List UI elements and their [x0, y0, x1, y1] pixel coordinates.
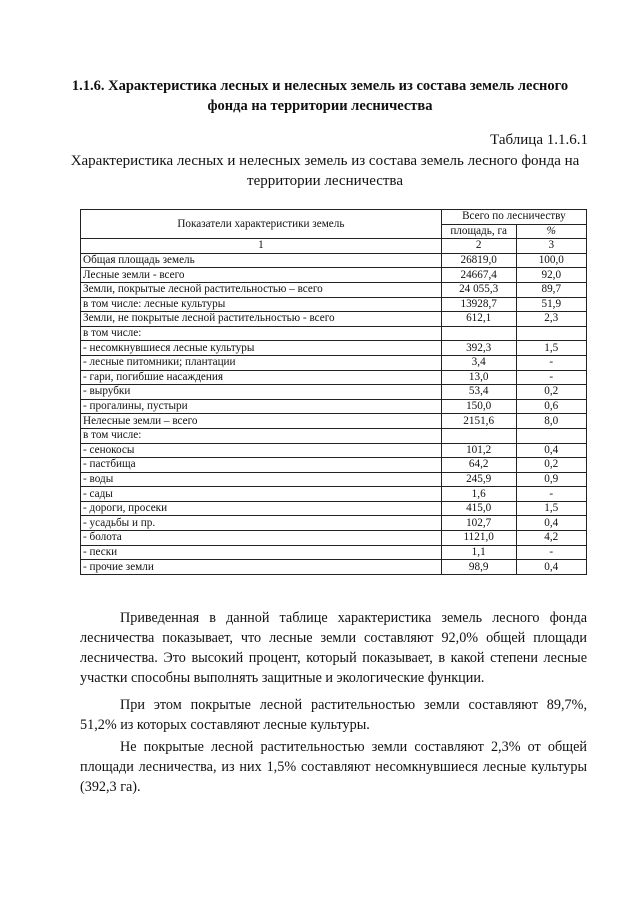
cell-area: 415,0 — [441, 501, 516, 516]
table-caption: Характеристика лесных и нелесных земель из состава земель лесного фонда на территории лесничества — [70, 153, 580, 189]
cell-percent: 0,6 — [516, 399, 586, 414]
cell-indicator: - сады — [81, 487, 442, 502]
cell-percent — [516, 428, 586, 443]
cell-percent: 100,0 — [516, 253, 586, 268]
table-body — [81, 253, 587, 574]
table-row — [81, 282, 587, 297]
section-heading: 1.1.6. Характеристика лесных и нелесных земель из состава земель лесного фонда на территории лесничества — [71, 78, 569, 114]
table-header-row — [81, 210, 587, 225]
cell-area: 98,9 — [441, 560, 516, 575]
cell-percent: 0,2 — [516, 458, 586, 473]
cell-percent: - — [516, 370, 586, 385]
cell-area: 245,9 — [441, 472, 516, 487]
table-row — [81, 501, 587, 516]
cell-indicator: Лесные земли - всего — [81, 268, 442, 283]
cell-area: 64,2 — [441, 458, 516, 473]
table-row — [81, 253, 587, 268]
cell-percent: 89,7 — [516, 282, 586, 297]
cell-percent: 0,4 — [516, 516, 586, 531]
paragraph-2: При этом покрытые лесной растительностью земли составляют 89,7%, 51,2% из которых составляют лесные культуры. — [80, 697, 587, 733]
cell-percent: 2,3 — [516, 312, 586, 327]
cell-area: 392,3 — [441, 341, 516, 356]
table-row — [81, 414, 587, 429]
cell-area: 101,2 — [441, 443, 516, 458]
cell-percent: 1,5 — [516, 501, 586, 516]
cell-indicator: - вырубки — [81, 385, 442, 400]
cell-indicator: в том числе: лесные культуры — [81, 297, 442, 312]
table-row — [81, 516, 587, 531]
cell-percent: 1,5 — [516, 341, 586, 356]
column-number-row — [81, 239, 587, 254]
cell-indicator: - лесные питомники; плантации — [81, 355, 442, 370]
table-row — [81, 531, 587, 546]
cell-indicator: - дороги, просеки — [81, 501, 442, 516]
cell-percent: - — [516, 545, 586, 560]
cell-percent: 0,2 — [516, 385, 586, 400]
cell-percent: 8,0 — [516, 414, 586, 429]
table-row — [81, 370, 587, 385]
table-row — [81, 443, 587, 458]
table-row — [81, 472, 587, 487]
cell-indicator: в том числе: — [81, 428, 442, 443]
table-row — [81, 560, 587, 575]
table-row — [81, 487, 587, 502]
cell-indicator: Земли, не покрытые лесной растительностью - всего — [81, 312, 442, 327]
column-number-3: 3 — [516, 239, 586, 254]
cell-indicator: - болота — [81, 531, 442, 546]
table-number: Таблица 1.1.6.1 — [490, 132, 588, 148]
table-row — [81, 326, 587, 341]
cell-indicator: - усадьбы и пр. — [81, 516, 442, 531]
cell-indicator: - пастбища — [81, 458, 442, 473]
cell-area: 2151,6 — [441, 414, 516, 429]
header-area: площадь, га — [441, 224, 516, 239]
table-row — [81, 385, 587, 400]
cell-indicator: - прогалины, пустыри — [81, 399, 442, 414]
cell-area — [441, 326, 516, 341]
table-row — [81, 428, 587, 443]
cell-percent: 0,9 — [516, 472, 586, 487]
cell-area: 102,7 — [441, 516, 516, 531]
land-characteristics-table — [80, 209, 587, 575]
header-indicators: Показатели характеристики земель — [81, 210, 442, 239]
cell-percent: - — [516, 355, 586, 370]
cell-area: 1121,0 — [441, 531, 516, 546]
cell-indicator: - воды — [81, 472, 442, 487]
table-row — [81, 268, 587, 283]
cell-percent: 51,9 — [516, 297, 586, 312]
cell-indicator: - несомкнувшиеся лесные культуры — [81, 341, 442, 356]
cell-area: 150,0 — [441, 399, 516, 414]
cell-area: 26819,0 — [441, 253, 516, 268]
cell-area: 3,4 — [441, 355, 516, 370]
cell-area: 53,4 — [441, 385, 516, 400]
cell-area: 612,1 — [441, 312, 516, 327]
cell-indicator: Земли, покрытые лесной растительностью – всего — [81, 282, 442, 297]
header-total: Всего по лесничеству — [441, 210, 586, 225]
header-percent: % — [516, 224, 586, 239]
cell-indicator: в том числе: — [81, 326, 442, 341]
cell-indicator: Нелесные земли – всего — [81, 414, 442, 429]
table-row — [81, 545, 587, 560]
column-number-1: 1 — [81, 239, 442, 254]
cell-area: 1,6 — [441, 487, 516, 502]
table-row — [81, 341, 587, 356]
column-number-2: 2 — [441, 239, 516, 254]
cell-area — [441, 428, 516, 443]
paragraph-3: Не покрытые лесной растительностью земли составляют 2,3% от общей площади лесничества, из них 1,5% составляют несомкнувшиеся лесные культуры (392,3 га). — [80, 739, 587, 795]
cell-area: 24 055,3 — [441, 282, 516, 297]
cell-percent: 92,0 — [516, 268, 586, 283]
cell-percent: 0,4 — [516, 560, 586, 575]
cell-area: 24667,4 — [441, 268, 516, 283]
cell-percent: - — [516, 487, 586, 502]
cell-area: 13928,7 — [441, 297, 516, 312]
cell-indicator: - гари, погибшие насаждения — [81, 370, 442, 385]
cell-area: 1,1 — [441, 545, 516, 560]
cell-indicator: - сенокосы — [81, 443, 442, 458]
paragraph-1: Приведенная в данной таблице характеристика земель лесного фонда лесничества показывает, что лесные земли составляют 92,0% общей площади лесничества. Это высокий процент, который показывает, в какой степени лесные участки способны выполнять защитные и экологические функции. — [80, 610, 587, 686]
cell-area: 13,0 — [441, 370, 516, 385]
cell-percent: 4,2 — [516, 531, 586, 546]
table-row — [81, 399, 587, 414]
cell-percent — [516, 326, 586, 341]
cell-indicator: - пески — [81, 545, 442, 560]
cell-indicator: - прочие земли — [81, 560, 442, 575]
table-row — [81, 312, 587, 327]
table-row — [81, 297, 587, 312]
cell-indicator: Общая площадь земель — [81, 253, 442, 268]
table-row — [81, 458, 587, 473]
cell-percent: 0,4 — [516, 443, 586, 458]
table-row — [81, 355, 587, 370]
